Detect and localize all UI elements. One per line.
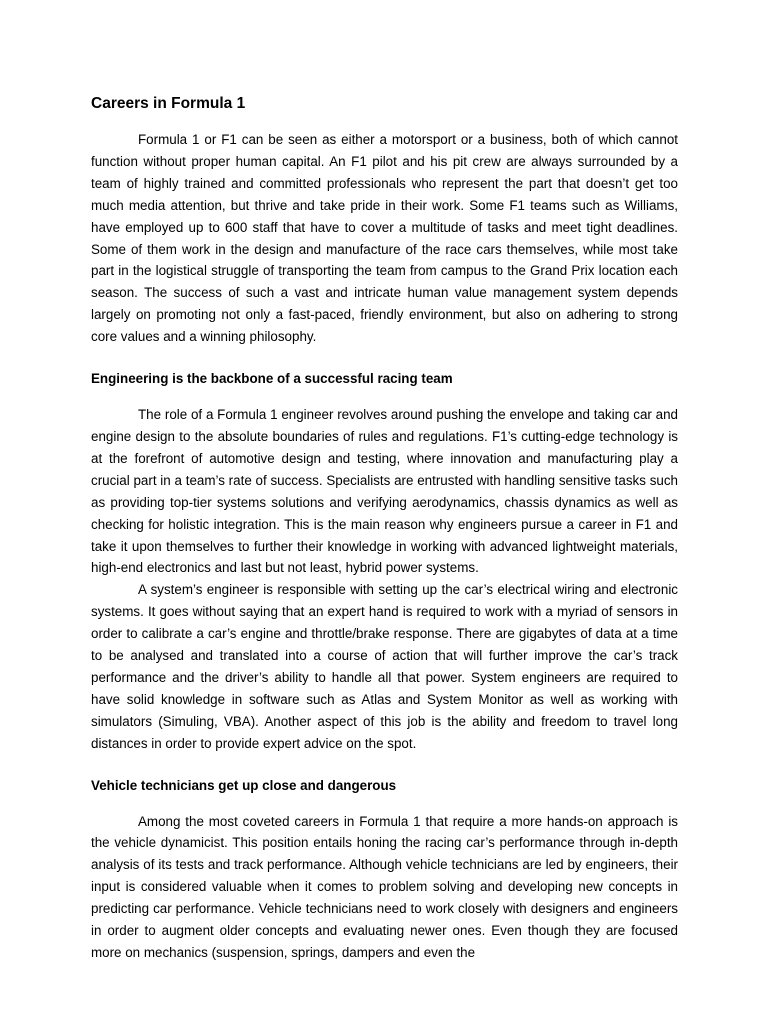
engineering-paragraph-1: The role of a Formula 1 engineer revolves around pushing the envelope and taking car and engine design to the absolute boundaries of rules and regulations. F1’s cutting-edge technology is at the forefront of automotive design and testing, where innovation and manufacturing play a crucial part in a team’s rate of success. Specialists are entrusted with handling sensitive tasks such as providing top-tier systems solutions and verifying aerodynamics, chassis dynamics as well as checking for holistic integration. This is the main reason why engineers pursue a career in F1 and take it upon themselves to further their knowledge in working with advanced lightweight materials, high-end electronics and last but not least, hybrid power systems. <box>91 407 678 576</box>
vehicle-technicians-paragraph: Among the most coveted careers in Formula 1 that require a more hands-on approach is the vehicle dynamicist. This position entails honing the racing car’s performance through in-depth analysis of its tests and track performance. Although vehicle technicians are led by engineers, their input is considered valuable when it comes to problem solving and developing new concepts in predicting car performance. Vehicle technicians need to work closely with designers and engineers in order to augment older concepts and evaluating newer ones. Even though they are focused more on mechanics (suspension, springs, dampers and even the <box>91 813 678 960</box>
section-engineering <box>91 368 678 755</box>
engineering-paragraph-2: A system’s engineer is responsible with setting up the car’s electrical wiring and electronic systems. It goes without saying that an expert hand is required to work with a myriad of sensors in order to calibrate a car’s engine and throttle/brake response. There are gigabytes of data at a time to be analysed and translated into a course of action that will further improve the car’s track performance and the driver’s ability to handle all that power. System engineers are required to have solid knowledge in software such as Atlas and System Monitor as well as working with simulators (Simuling, VBA). Another aspect of this job is the ability and freedom to travel long distances in order to provide expert advice on the spot. <box>91 582 678 751</box>
section-intro <box>91 129 678 348</box>
document-title: Careers in Formula 1 <box>91 95 246 112</box>
section-vehicle-technicians <box>91 775 678 964</box>
section-heading-vehicle-technicians: Vehicle technicians get up close and dangerous <box>91 777 397 793</box>
intro-paragraph: Formula 1 or F1 can be seen as either a motorsport or a business, both of which cannot function without proper human capital. An F1 pilot and his pit crew are always surrounded by a team of highly trained and committed professionals who represent the part that doesn’t get too much media attention, but thrive and take pride in their work. Some F1 teams such as Williams, have employed up to 600 staff that have to cover a multitude of tasks and meet tight deadlines. Some of them work in the design and manufacture of the race cars themselves, while most take part in the logistical struggle of transporting the team from campus to the Grand Prix location each season. The success of such a vast and intricate human value management system depends largely on promoting not only a fast-paced, friendly environment, but also on adhering to strong core values and a winning philosophy. <box>91 132 678 345</box>
document-page <box>91 93 678 964</box>
section-heading-engineering: Engineering is the backbone of a successful racing team <box>91 371 453 387</box>
